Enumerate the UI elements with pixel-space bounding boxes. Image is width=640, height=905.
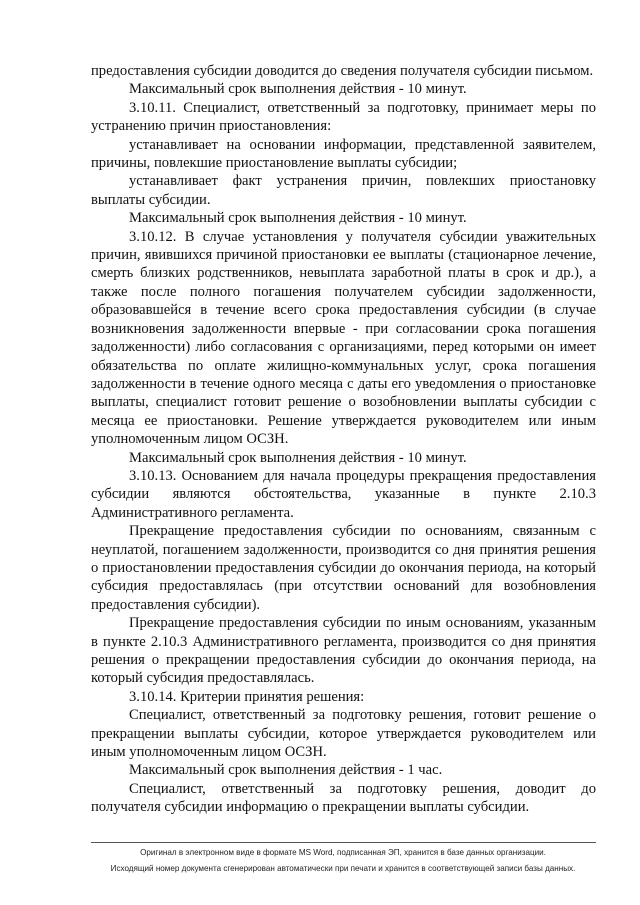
paragraph: Специалист, ответственный за подготовку решения, готовит решение о прекращении выплаты субсидии, которое утверждается руководителем или иным уполномоченным лицом ОСЗН. bbox=[91, 707, 596, 761]
paragraph: Прекращение предоставления субсидии по основаниям, связанным с неуплатой, погашением задолженности, производится со дня принятия решения о приостановлении предоставления субсидии до окончания периода, на который субсидия предоставлялась (при отсутствии оснований для возобновления предоставления субсидии). bbox=[91, 523, 596, 613]
footer-divider bbox=[91, 842, 596, 843]
paragraph: устанавливает факт устранения причин, повлекших приостановку выплаты субсидии. bbox=[91, 173, 596, 208]
paragraph: Специалист, ответственный за подготовку решения, доводит до получателя субсидии информацию о прекращении выплаты субсидии. bbox=[91, 780, 596, 816]
page-footer bbox=[60, 845, 626, 876]
paragraph: Прекращение предоставления субсидии по иным основаниям, указанным в пункте 2.10.3 Административного регламента, производится со дня принятия решения о прекращении предоставления субсидии до окончания периода, на который субсидия предоставлялась. bbox=[91, 615, 596, 687]
paragraph: Максимальный срок выполнения действия - 1 час. bbox=[129, 762, 443, 779]
paragraph: Максимальный срок выполнения действия - 10 минут. bbox=[129, 449, 467, 466]
footer-line-original-note: Оригинал в электронном виде в формате MS Word, подписанная ЭП, хранится в базе данных организации. bbox=[140, 848, 546, 857]
paragraph: 3.10.14. Критерии принятия решения: bbox=[129, 688, 365, 705]
paragraph: устанавливает на основании информации, представленной заявителем, причины, повлекшие приостановление выплаты субсидии; bbox=[91, 136, 596, 172]
paragraph: предоставления субсидии доводится до сведения получателя субсидии письмом. bbox=[91, 63, 594, 79]
paragraph: Максимальный срок выполнения действия - 10 минут. bbox=[129, 210, 467, 227]
footer-line-number-note: Исходящий номер документа сгенерирован автоматически при печати и хранится в соответствующей записи базы данных. bbox=[110, 863, 576, 873]
paragraph: 3.10.13. Основанием для начала процедуры прекращения предоставления субсидии являются обстоятельства, указанные в пункте 2.10.3 Административного регламента. bbox=[91, 467, 596, 521]
paragraph: 3.10.11. Специалист, ответственный за подготовку, принимает меры по устранению причин приостановления: bbox=[91, 99, 596, 135]
paragraph: Максимальный срок выполнения действия - 10 минут. bbox=[129, 81, 467, 98]
paragraph: 3.10.12. В случае установления у получателя субсидии уважительных причин, явившихся причиной приостановки ее выплаты (стационарное лечение, смерть близких родственников, невыплата заработной платы в срок и др.), а также после полного погашения получателем субсидии задолженности, образовавшейся в течение всего срока предоставления субсидии (в случае возникновения задолженности впервые - при согласовании срока погашения задолженности) либо согласования с организациями, перед которыми он имеет обязательства по оплате жилищно-коммунальных услуг, срока погашения задолженности в течение одного месяца с даты его уведомления о приостановке выплаты, специалист готовит решение о возобновлении выплаты субсидии с месяца ее приостановки. Решение утверждается руководителем или иным уполномоченным лицом ОСЗН. bbox=[91, 228, 596, 448]
document-body bbox=[91, 62, 596, 817]
